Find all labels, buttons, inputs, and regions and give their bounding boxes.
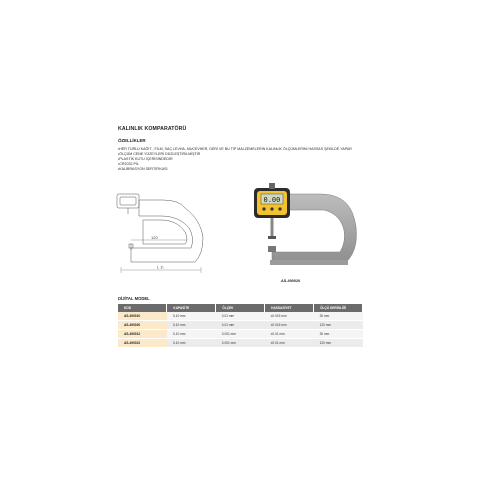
- cell-capacity: 0-10 mm: [167, 339, 216, 348]
- cell-scale: 0.01 mm: [216, 321, 265, 330]
- cell-code: AS-490020: [118, 321, 167, 330]
- feature-item: • KALİBRASYON SERTİFİKASI: [118, 167, 378, 172]
- cell-depth: 120 mm: [314, 339, 363, 348]
- feature-item: • ÖLÇÜM CENE YÜZEYLERİ DÜZLEŞTİRİLMİŞTİR: [118, 152, 378, 157]
- cell-accuracy: ±0.01 mm: [265, 330, 314, 339]
- button-icon: [278, 207, 281, 210]
- column-header-depth: ÖLÇÜ DERİNLİĞİ: [314, 304, 363, 312]
- cell-code: AS-490010: [118, 312, 167, 321]
- cell-scale: 0.001 mm: [216, 330, 265, 339]
- cell-scale: 0.01 mm: [216, 312, 265, 321]
- cell-scale: 0.001 mm: [216, 339, 265, 348]
- features-heading: ÖZELLİKLER: [118, 138, 146, 143]
- column-header-scale: ÖLÇEK: [216, 304, 265, 312]
- technical-drawing: [105, 188, 220, 278]
- table-row: [118, 330, 363, 339]
- cell-code: AS-490022: [118, 339, 167, 348]
- features-list: [118, 147, 378, 172]
- cell-depth: 120 mm: [314, 321, 363, 330]
- total-dimension-label: L 1\: [157, 264, 164, 270]
- cell-accuracy: ±0.015 mm: [265, 312, 314, 321]
- cell-code: AS-490012: [118, 330, 167, 339]
- spec-table: [118, 304, 363, 348]
- feature-item: • PLASTİK KUTU İÇERİSİNDEDİR: [118, 157, 378, 162]
- page-title: KALINLIK KOMPARATÖRÜ: [118, 126, 187, 132]
- product-photo: [248, 180, 368, 275]
- feature-item: • CR2032 PİL: [118, 162, 378, 167]
- cell-capacity: 0-10 mm: [167, 321, 216, 330]
- table-row: [118, 321, 363, 330]
- table-row: [118, 339, 363, 348]
- cell-capacity: 0-10 mm: [167, 312, 216, 321]
- cell-accuracy: ±0.01 mm: [265, 339, 314, 348]
- display-value: 0.00: [263, 196, 281, 204]
- depth-dimension-label: 120: [151, 235, 158, 240]
- product-code: AS-490020: [281, 279, 301, 283]
- cell-depth: 30 mm: [314, 312, 363, 321]
- button-icon: [262, 207, 265, 210]
- cell-accuracy: ±0.015 mm: [265, 321, 314, 330]
- button-icon: [270, 207, 273, 210]
- cell-depth: 30 mm: [314, 330, 363, 339]
- column-header-accuracy: HASSASİYET: [265, 304, 314, 312]
- feature-item: • HER TÜRLÜ KAĞIT , FİLM, SAÇ LEVHA, MUCEVHER, DERİ VE BU TİP MALZEMELERİN KALINLIK ÖLÇÜMLERİNİ HASSAS ŞEKİLDE YAPAR: [118, 147, 378, 152]
- cell-capacity: 0-10 mm: [167, 330, 216, 339]
- column-header-code: KOD: [118, 304, 167, 312]
- table-title: DİJİTAL MODEL: [118, 296, 150, 301]
- table-row: [118, 312, 363, 321]
- column-header-capacity: KAPASİTE: [167, 304, 216, 312]
